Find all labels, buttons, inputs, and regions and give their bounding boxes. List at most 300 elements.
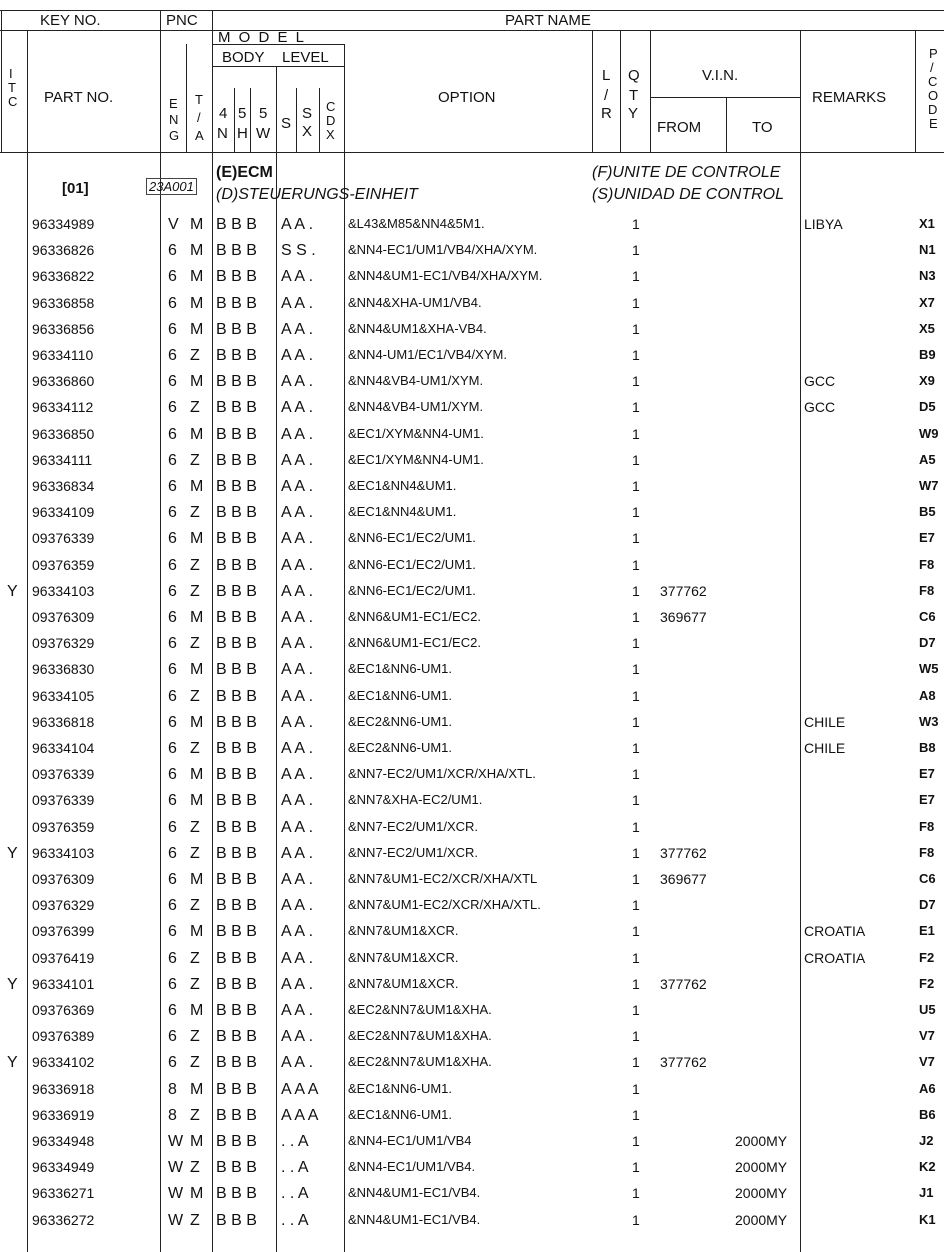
header-pcode-2: / (930, 60, 934, 75)
row-remarks: GCC (804, 399, 836, 416)
row-body: B B B (216, 504, 257, 522)
row-option: &EC2&NN7&UM1&XHA. (348, 1028, 492, 1044)
table-row (0, 525, 944, 551)
table-row (0, 290, 944, 316)
row-level: . . A (281, 1185, 309, 1203)
row-pcode: W5 (919, 661, 939, 677)
row-ta: Z (190, 1028, 200, 1046)
row-ta: Z (190, 1211, 200, 1229)
row-level: A A . (281, 740, 314, 757)
row-eng: 6 (168, 504, 177, 522)
header-pcode-1: P (929, 46, 938, 61)
row-qty: 1 (632, 216, 640, 232)
row-body: B B B (216, 897, 257, 915)
row-remarks: CHILE (804, 713, 846, 730)
row-qty: 1 (632, 425, 640, 442)
row-ta: M (190, 530, 204, 548)
row-vin-from: 369677 (660, 609, 707, 625)
row-qty: 1 (632, 504, 640, 521)
row-eng: 6 (168, 294, 177, 312)
row-body: B B B (216, 242, 257, 260)
row-part-no: 09376309 (32, 871, 95, 887)
row-pcode: F8 (919, 844, 935, 860)
row-eng: 6 (168, 347, 177, 364)
row-pcode: A6 (919, 1080, 936, 1096)
header-qty-2: T (629, 87, 639, 104)
row-ta: M (190, 766, 204, 784)
table-row (0, 892, 944, 918)
row-eng: W (168, 1159, 184, 1177)
row-body: B B B (216, 609, 257, 626)
row-pcode: X7 (919, 294, 935, 310)
row-part-no: 09376419 (32, 949, 95, 966)
row-option: &NN7-EC2/UM1/XCR. (348, 844, 479, 860)
row-body: B B B (216, 1054, 257, 1072)
row-pcode: V7 (919, 1054, 935, 1070)
row-vin-from: 377762 (660, 582, 707, 599)
table-row (0, 1128, 944, 1154)
row-body: B B B (216, 347, 257, 364)
row-part-no: 09376329 (32, 897, 95, 914)
row-ta: M (190, 320, 204, 338)
header-lr-1: L (602, 67, 611, 84)
header-qty-1: Q (628, 67, 640, 84)
col-rule-b2 (250, 88, 251, 152)
row-vin-from: 377762 (660, 1054, 707, 1071)
row-part-no: 96334103 (32, 844, 95, 861)
row-qty: 1 (632, 451, 640, 468)
table-row (0, 1076, 944, 1102)
row-eng: V (168, 216, 179, 233)
row-option: &EC1/XYM&NN4-UM1. (348, 451, 484, 467)
row-ta: M (190, 713, 204, 731)
row-body: B B B (216, 216, 257, 233)
row-level: A A . (281, 713, 314, 731)
header-lr-2: / (604, 87, 609, 104)
row-eng: 6 (168, 320, 177, 338)
table-row (0, 918, 944, 944)
table-row (0, 1049, 944, 1075)
row-pcode: V7 (919, 1028, 935, 1044)
row-level: A A . (281, 661, 314, 679)
table-row (0, 840, 944, 866)
row-option: &EC2&NN6-UM1. (348, 740, 453, 755)
row-body: B B B (216, 268, 257, 286)
table-row (0, 342, 944, 368)
row-body: B B B (216, 425, 257, 443)
row-eng: 6 (168, 582, 177, 600)
row-pcode: N1 (919, 242, 936, 258)
col-rule-b1 (234, 88, 235, 152)
table-row (0, 604, 944, 630)
row-level: . . A (281, 1159, 309, 1177)
row-ta: M (190, 1133, 204, 1150)
row-option: &NN7&UM1-EC2/XCR/XHA/XTL (348, 871, 538, 886)
row-option: &NN6-EC1/EC2/UM1. (348, 530, 476, 546)
header-body-n: N (217, 125, 228, 142)
row-pcode: A8 (919, 687, 936, 703)
row-body: B B B (216, 530, 257, 548)
row-ta: M (190, 1185, 204, 1203)
row-pcode: D7 (919, 897, 936, 913)
row-level: A A . (281, 1054, 314, 1072)
row-part-no: 96336830 (32, 661, 95, 678)
table-row (0, 997, 944, 1023)
row-qty: 1 (632, 373, 640, 390)
table-row (0, 263, 944, 289)
row-pcode: C6 (919, 871, 936, 886)
header-ta-3: A (195, 128, 204, 143)
header-level-cdx-1: C (326, 99, 336, 114)
section-key: [01] (62, 180, 89, 197)
row-qty: 1 (632, 1054, 640, 1071)
row-option: &NN6-EC1/EC2/UM1. (348, 582, 476, 598)
row-ta: M (190, 425, 204, 443)
row-pcode: F8 (919, 818, 935, 834)
row-pcode: B6 (919, 1106, 936, 1122)
row-pcode: X9 (919, 373, 935, 389)
row-qty: 1 (632, 556, 640, 573)
row-eng: W (168, 1211, 184, 1229)
row-body: B B B (216, 320, 257, 338)
row-ta: Z (190, 347, 200, 364)
row-eng: W (168, 1133, 184, 1150)
row-ta: M (190, 792, 204, 810)
row-ta: M (190, 478, 204, 495)
row-body: B B B (216, 818, 257, 836)
row-level: A A . (281, 923, 314, 941)
row-part-no: 96336826 (32, 242, 95, 259)
header-body: BODY (222, 49, 265, 66)
row-vin-from: 369677 (660, 871, 707, 887)
col-rule-qty (620, 30, 621, 152)
row-pcode: W3 (919, 713, 939, 729)
row-qty: 1 (632, 530, 640, 547)
row-pcode: W9 (919, 425, 939, 441)
row-option: &EC1&NN6-UM1. (348, 661, 453, 677)
row-pcode: B8 (919, 740, 936, 755)
row-body: B B B (216, 556, 257, 574)
row-level: A A A (281, 1106, 319, 1124)
row-pcode: J1 (919, 1185, 934, 1201)
row-eng: 6 (168, 975, 177, 993)
row-remarks: CHILE (804, 740, 846, 756)
row-ta: M (190, 268, 204, 286)
header-model: M O D E L (218, 29, 307, 46)
row-eng: 6 (168, 1002, 177, 1019)
row-part-no: 09376339 (32, 792, 95, 809)
row-remarks: LIBYA (804, 216, 843, 232)
row-pcode: E7 (919, 766, 935, 782)
row-qty: 1 (632, 949, 640, 966)
row-eng: 6 (168, 740, 177, 757)
header-pcode-5: D (928, 102, 938, 117)
row-vin-to: 2000MY (735, 1211, 788, 1228)
table-row (0, 552, 944, 578)
row-option: &L43&M85&NN4&5M1. (348, 216, 485, 231)
row-level: A A . (281, 949, 314, 967)
row-pcode: B9 (919, 347, 936, 362)
row-eng: 6 (168, 897, 177, 915)
header-rule-vin (650, 97, 800, 98)
header-pcode-4: O (928, 88, 939, 103)
row-part-no: 96334109 (32, 504, 95, 521)
row-level: A A . (281, 530, 314, 548)
row-part-no: 96336271 (32, 1185, 95, 1202)
row-pcode: E7 (919, 792, 935, 808)
row-qty: 1 (632, 661, 640, 678)
row-eng: 6 (168, 373, 177, 391)
row-level: A A . (281, 268, 314, 286)
row-qty: 1 (632, 792, 640, 809)
row-ta: M (190, 294, 204, 312)
row-level: A A . (281, 1028, 314, 1046)
row-body: B B B (216, 582, 257, 600)
row-part-no: 96334102 (32, 1054, 95, 1071)
row-pcode: K1 (919, 1211, 936, 1227)
header-option: OPTION (438, 89, 496, 106)
row-option: &NN7&XHA-EC2/UM1. (348, 792, 483, 808)
row-qty: 1 (632, 478, 640, 494)
row-qty: 1 (632, 1080, 640, 1097)
row-ta: Z (190, 897, 200, 915)
header-pcode-3: C (928, 74, 938, 89)
row-pcode: B5 (919, 504, 936, 520)
row-level: A A . (281, 609, 314, 626)
row-eng: 6 (168, 268, 177, 286)
table-row (0, 394, 944, 420)
row-part-no: 96334112 (32, 399, 94, 416)
row-eng: 6 (168, 635, 177, 653)
row-body: B B B (216, 661, 257, 679)
row-option: &NN6&UM1-EC1/EC2. (348, 609, 481, 624)
row-qty: 1 (632, 1002, 640, 1018)
row-level: A A . (281, 556, 314, 574)
row-part-no: 96336856 (32, 320, 95, 337)
row-option: &NN4-EC1/UM1/VB4/XHA/XYM. (348, 242, 538, 258)
row-body: B B B (216, 713, 257, 731)
row-option: &NN7-EC2/UM1/XCR/XHA/XTL. (348, 766, 536, 782)
row-qty: 1 (632, 1211, 640, 1228)
row-level: A A . (281, 818, 314, 836)
row-eng: 6 (168, 792, 177, 810)
row-option: &NN4&XHA-UM1/VB4. (348, 294, 482, 310)
row-qty: 1 (632, 766, 640, 783)
row-level: A A . (281, 373, 314, 391)
row-level: A A . (281, 871, 314, 888)
section-name-d: (D)STEUERUNGS-EINHEIT (216, 186, 418, 203)
row-eng: 6 (168, 713, 177, 731)
row-part-no: 09376359 (32, 556, 95, 573)
row-ta: M (190, 871, 204, 888)
row-qty: 1 (632, 399, 640, 416)
row-eng: 8 (168, 1106, 177, 1124)
row-level: A A . (281, 425, 314, 443)
header-body-h: H (237, 125, 248, 142)
section-pnc: 23A001 (146, 178, 197, 195)
header-rule-2 (0, 30, 944, 31)
row-pcode: U5 (919, 1002, 936, 1017)
header-to: TO (752, 119, 773, 136)
row-body: B B B (216, 1185, 257, 1203)
row-part-no: 09376339 (32, 530, 95, 547)
header-level: LEVEL (282, 49, 329, 66)
header-level-sx-2: X (302, 123, 313, 140)
row-part-no: 96336818 (32, 713, 95, 730)
row-body: B B B (216, 1028, 257, 1046)
header-ta-2: / (197, 110, 201, 125)
row-part-no: 96336858 (32, 294, 95, 311)
table-row (0, 735, 944, 761)
row-qty: 1 (632, 294, 640, 311)
row-body: B B B (216, 949, 257, 967)
row-body: B B B (216, 1133, 257, 1150)
row-eng: 6 (168, 478, 177, 495)
row-body: B B B (216, 451, 257, 469)
row-itc: Y (7, 1054, 18, 1072)
row-eng: 6 (168, 556, 177, 574)
row-eng: 6 (168, 766, 177, 784)
row-option: &NN4-UM1/EC1/VB4/XYM. (348, 347, 507, 362)
row-option: &NN4&UM1-EC1/VB4. (348, 1211, 481, 1227)
row-qty: 1 (632, 871, 640, 887)
row-pcode: D7 (919, 635, 936, 651)
header-vin: V.I.N. (702, 67, 739, 84)
row-ta: Z (190, 975, 200, 993)
row-part-no: 96336834 (32, 478, 95, 494)
table-row (0, 814, 944, 840)
header-eng-3: G (169, 128, 180, 143)
row-eng: 6 (168, 661, 177, 679)
row-ta: M (190, 373, 204, 391)
row-itc: Y (7, 844, 18, 862)
row-qty: 1 (632, 713, 640, 730)
row-option: &NN7&UM1&XCR. (348, 923, 459, 939)
col-rule-eng (186, 44, 187, 152)
row-eng: 6 (168, 687, 177, 705)
row-option: &NN6&UM1-EC1/EC2. (348, 635, 481, 651)
header-part-name: PART NAME (505, 12, 591, 29)
row-body: B B B (216, 740, 257, 757)
row-part-no: 96334989 (32, 216, 95, 232)
row-part-no: 09376359 (32, 818, 95, 835)
header-body-5b: 5 (259, 105, 268, 122)
section-name-f: (F)UNITE DE CONTROLE (592, 164, 781, 181)
row-part-no: 96336822 (32, 268, 95, 285)
row-qty: 1 (632, 268, 640, 285)
table-row (0, 368, 944, 394)
row-ta: M (190, 923, 204, 941)
table-row (0, 211, 944, 237)
row-ta: Z (190, 399, 200, 417)
row-level: A A . (281, 1002, 314, 1019)
row-part-no: 96336918 (32, 1080, 95, 1097)
row-ta: Z (190, 818, 200, 836)
row-body: B B B (216, 1211, 257, 1229)
col-rule-l1 (296, 88, 297, 152)
row-qty: 1 (632, 975, 640, 992)
row-level: A A . (281, 216, 314, 233)
row-part-no: 96334104 (32, 740, 95, 756)
header-itc-3: C (8, 94, 18, 109)
row-ta: Z (190, 635, 200, 653)
header-pnc: PNC (166, 12, 198, 29)
row-remarks: GCC (804, 373, 836, 390)
row-pcode: J2 (919, 1133, 934, 1148)
table-row (0, 1102, 944, 1128)
row-qty: 1 (632, 844, 640, 861)
header-level-cdx-3: X (326, 127, 335, 142)
row-pcode: X5 (919, 320, 935, 336)
row-ta: Z (190, 1054, 200, 1072)
row-part-no: 96336850 (32, 425, 95, 442)
table-row (0, 656, 944, 682)
row-qty: 1 (632, 320, 640, 337)
row-body: B B B (216, 871, 257, 888)
row-eng: 6 (168, 451, 177, 469)
table-row (0, 1180, 944, 1206)
row-ta: Z (190, 451, 200, 469)
row-option: &EC2&NN7&UM1&XHA. (348, 1002, 492, 1017)
row-body: B B B (216, 1106, 257, 1124)
row-itc: Y (7, 975, 18, 993)
row-option: &NN7-EC2/UM1/XCR. (348, 818, 479, 834)
row-ta: Z (190, 949, 200, 967)
row-option: &NN7&UM1-EC2/XCR/XHA/XTL. (348, 897, 541, 913)
row-level: A A A (281, 1080, 319, 1098)
header-qty-3: Y (628, 105, 639, 122)
row-option: &NN7&UM1&XCR. (348, 975, 459, 991)
row-pcode: K2 (919, 1159, 936, 1175)
row-level: A A . (281, 399, 314, 417)
row-level: . . A (281, 1133, 309, 1150)
row-pcode: F8 (919, 582, 935, 598)
row-qty: 1 (632, 818, 640, 835)
row-body: B B B (216, 844, 257, 862)
row-body: B B B (216, 923, 257, 941)
row-ta: Z (190, 556, 200, 574)
row-option: &NN4&VB4-UM1/XYM. (348, 373, 484, 389)
row-ta: Z (190, 582, 200, 600)
row-ta: Z (190, 1159, 200, 1177)
row-qty: 1 (632, 242, 640, 259)
row-option: &NN4&UM1-EC1/VB4/XHA/XYM. (348, 268, 543, 284)
row-level: . . A (281, 1211, 309, 1229)
row-level: A A . (281, 635, 314, 653)
row-ta: Z (190, 1106, 200, 1124)
header-body-4: 4 (219, 105, 228, 122)
row-qty: 1 (632, 923, 640, 940)
row-eng: 6 (168, 949, 177, 967)
row-eng: 6 (168, 425, 177, 443)
row-ta: M (190, 1080, 204, 1098)
row-level: A A . (281, 504, 314, 522)
row-pcode: F2 (919, 949, 935, 965)
row-ta: Z (190, 844, 200, 862)
header-eng-1: E (169, 96, 178, 111)
row-option: &EC2&NN6-UM1. (348, 713, 453, 729)
row-part-no: 09376339 (32, 766, 95, 783)
row-level: A A . (281, 897, 314, 915)
table-row (0, 1154, 944, 1180)
row-option: &NN4-EC1/UM1/VB4 (348, 1133, 472, 1148)
col-rule-0 (1, 10, 2, 152)
row-option: &EC1&NN4&UM1. (348, 478, 457, 493)
row-vin-to: 2000MY (735, 1133, 788, 1149)
row-qty: 1 (632, 635, 640, 652)
row-qty: 1 (632, 740, 640, 756)
header-top-rule (0, 10, 944, 11)
